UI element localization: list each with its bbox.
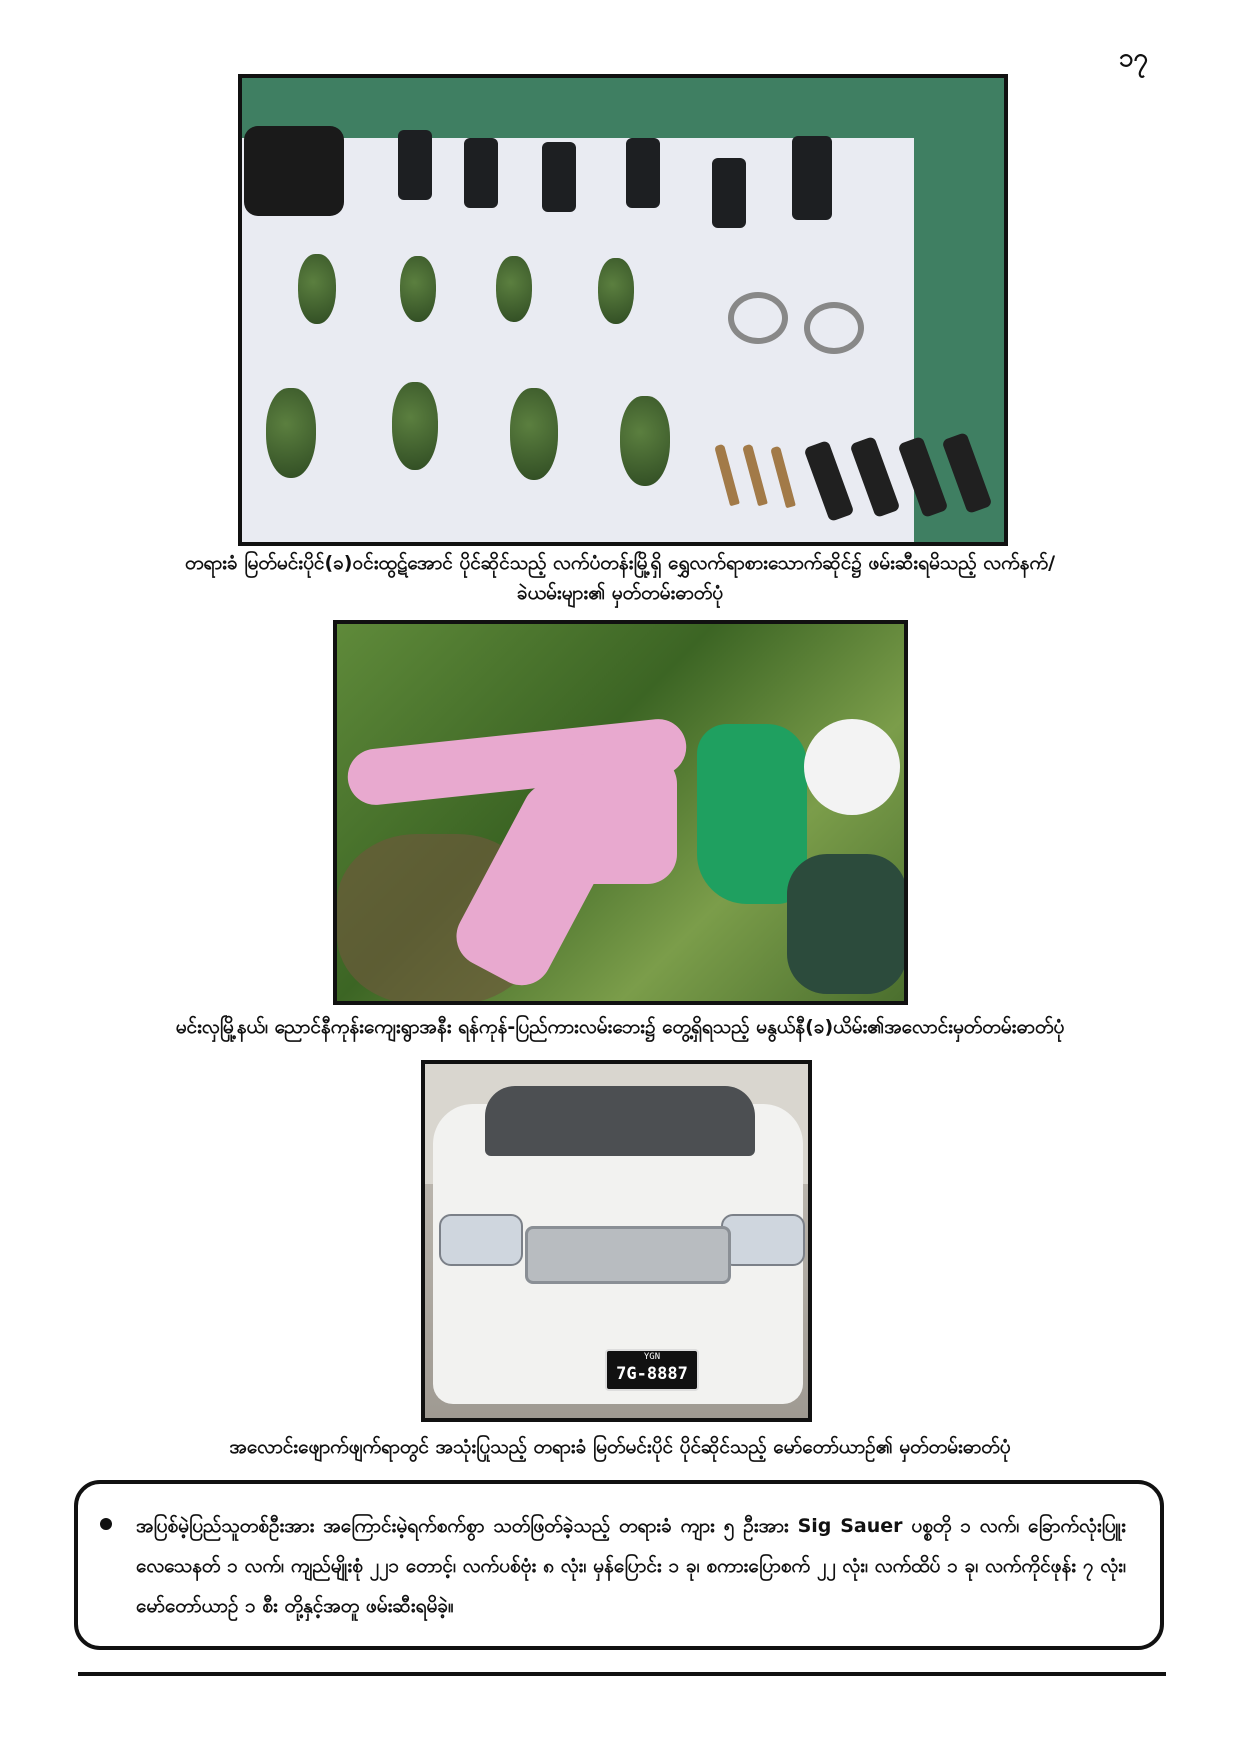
bottom-rule [78, 1672, 1166, 1676]
walkie-talkie [542, 142, 576, 212]
blurred-face [804, 719, 900, 815]
car-headlight [439, 1214, 523, 1266]
figure2-caption: မင်းလှမြို့နယ်၊ ညောင်နီကုန်းကျေးရွာအနီး ရန်ကုန်-ပြည်ကားလမ်းဘေး၌ တွေ့ရှိရသည့် မနွယ်နီ(ခ)ယိမ်း၏အလောင်းမှတ်တမ်းဓာတ်ပုံ [175, 1016, 1065, 1038]
car-windshield [485, 1086, 755, 1156]
bullet [770, 446, 796, 508]
grenade [266, 388, 316, 478]
bullet [714, 444, 740, 506]
pink-clothing [557, 754, 677, 884]
handcuff [728, 292, 788, 344]
bullet [742, 444, 768, 506]
page-number: ၁၇ [1118, 43, 1148, 73]
grenade [400, 256, 436, 322]
grenade [496, 256, 532, 322]
grenade [510, 388, 558, 480]
walkie-talkie [626, 138, 660, 208]
dark-cloth [787, 854, 907, 994]
figure1-caption-line2: ခဲယမ်းများ၏ မှတ်တမ်းဓာတ်ပုံ [516, 582, 724, 604]
car-grille [525, 1226, 731, 1284]
magazine [849, 436, 900, 518]
plate-number: 7G-8887 [616, 1364, 688, 1384]
walkie-talkie [464, 138, 498, 208]
bullet-point [100, 1518, 112, 1530]
figure3-caption: အလောင်းဖျောက်ဖျက်ရာတွင် အသုံးပြုသည့် တရားခံ မြတ်မင်းပိုင် ပိုင်ဆိုင်သည့် မော်တော်ယာဉ်၏ မှတ်တမ်းဓာတ်ပုံ [229, 1436, 1011, 1458]
grenade [298, 254, 336, 324]
summary-box [74, 1480, 1164, 1650]
walkie-talkie [712, 158, 746, 228]
walkie-talkie [398, 130, 432, 200]
walkie-talkie [792, 136, 832, 220]
grenade [598, 258, 634, 324]
scene-photo [333, 620, 908, 1005]
summary-text: အပြစ်မဲ့ပြည်သူတစ်ဦးအား အကြောင်းမဲ့ရက်စက်စွာ သတ်ဖြတ်ခဲ့သည့် တရားခံ ကျား ၅ ဦးအား Sig Sauer ပစ္စတို ၁ လက်၊ ခြောက်လုံးပြူးလေသေနတ် ၁ လက်၊ ကျည်မျိုးစုံ ၂၂၁ တောင့်၊ လက်ပစ်ဗုံး ၈ လုံး၊ မှန်ပြောင်း ၁ ခု၊ စကားပြောစက် ၂၂ လုံး၊ လက်ထိပ် ၁ ခု၊ လက်ကိုင်ဖုန်း ၇ လုံး၊ မော်တော်ယာဉ် ၁ စီး တို့နှင့်အတူ ဖမ်းဆီးရမိခဲ့။ [136, 1515, 1126, 1617]
car-headlight [721, 1214, 805, 1266]
magazine [803, 440, 854, 522]
binoculars [244, 126, 344, 216]
license-plate [605, 1349, 699, 1391]
grenade [620, 396, 670, 486]
vehicle-photo [421, 1060, 812, 1422]
seized-weapons-photo [238, 74, 1008, 546]
grenade [392, 382, 438, 470]
handcuff [804, 302, 864, 354]
figure1-caption [60, 548, 1180, 608]
plate-region: YGN [643, 1352, 661, 1362]
figure1-caption-line1: တရားခံ မြတ်မင်းပိုင်(ခ)ဝင်းထွဋ်အောင် ပိုင်ဆိုင်သည့် လက်ပံတန်းမြို့ရှိ ရွှေလက်ရာစားသောက်ဆိုင်၌ ဖမ်းဆီးရမိသည့် လက်နက်/ [184, 552, 1056, 574]
